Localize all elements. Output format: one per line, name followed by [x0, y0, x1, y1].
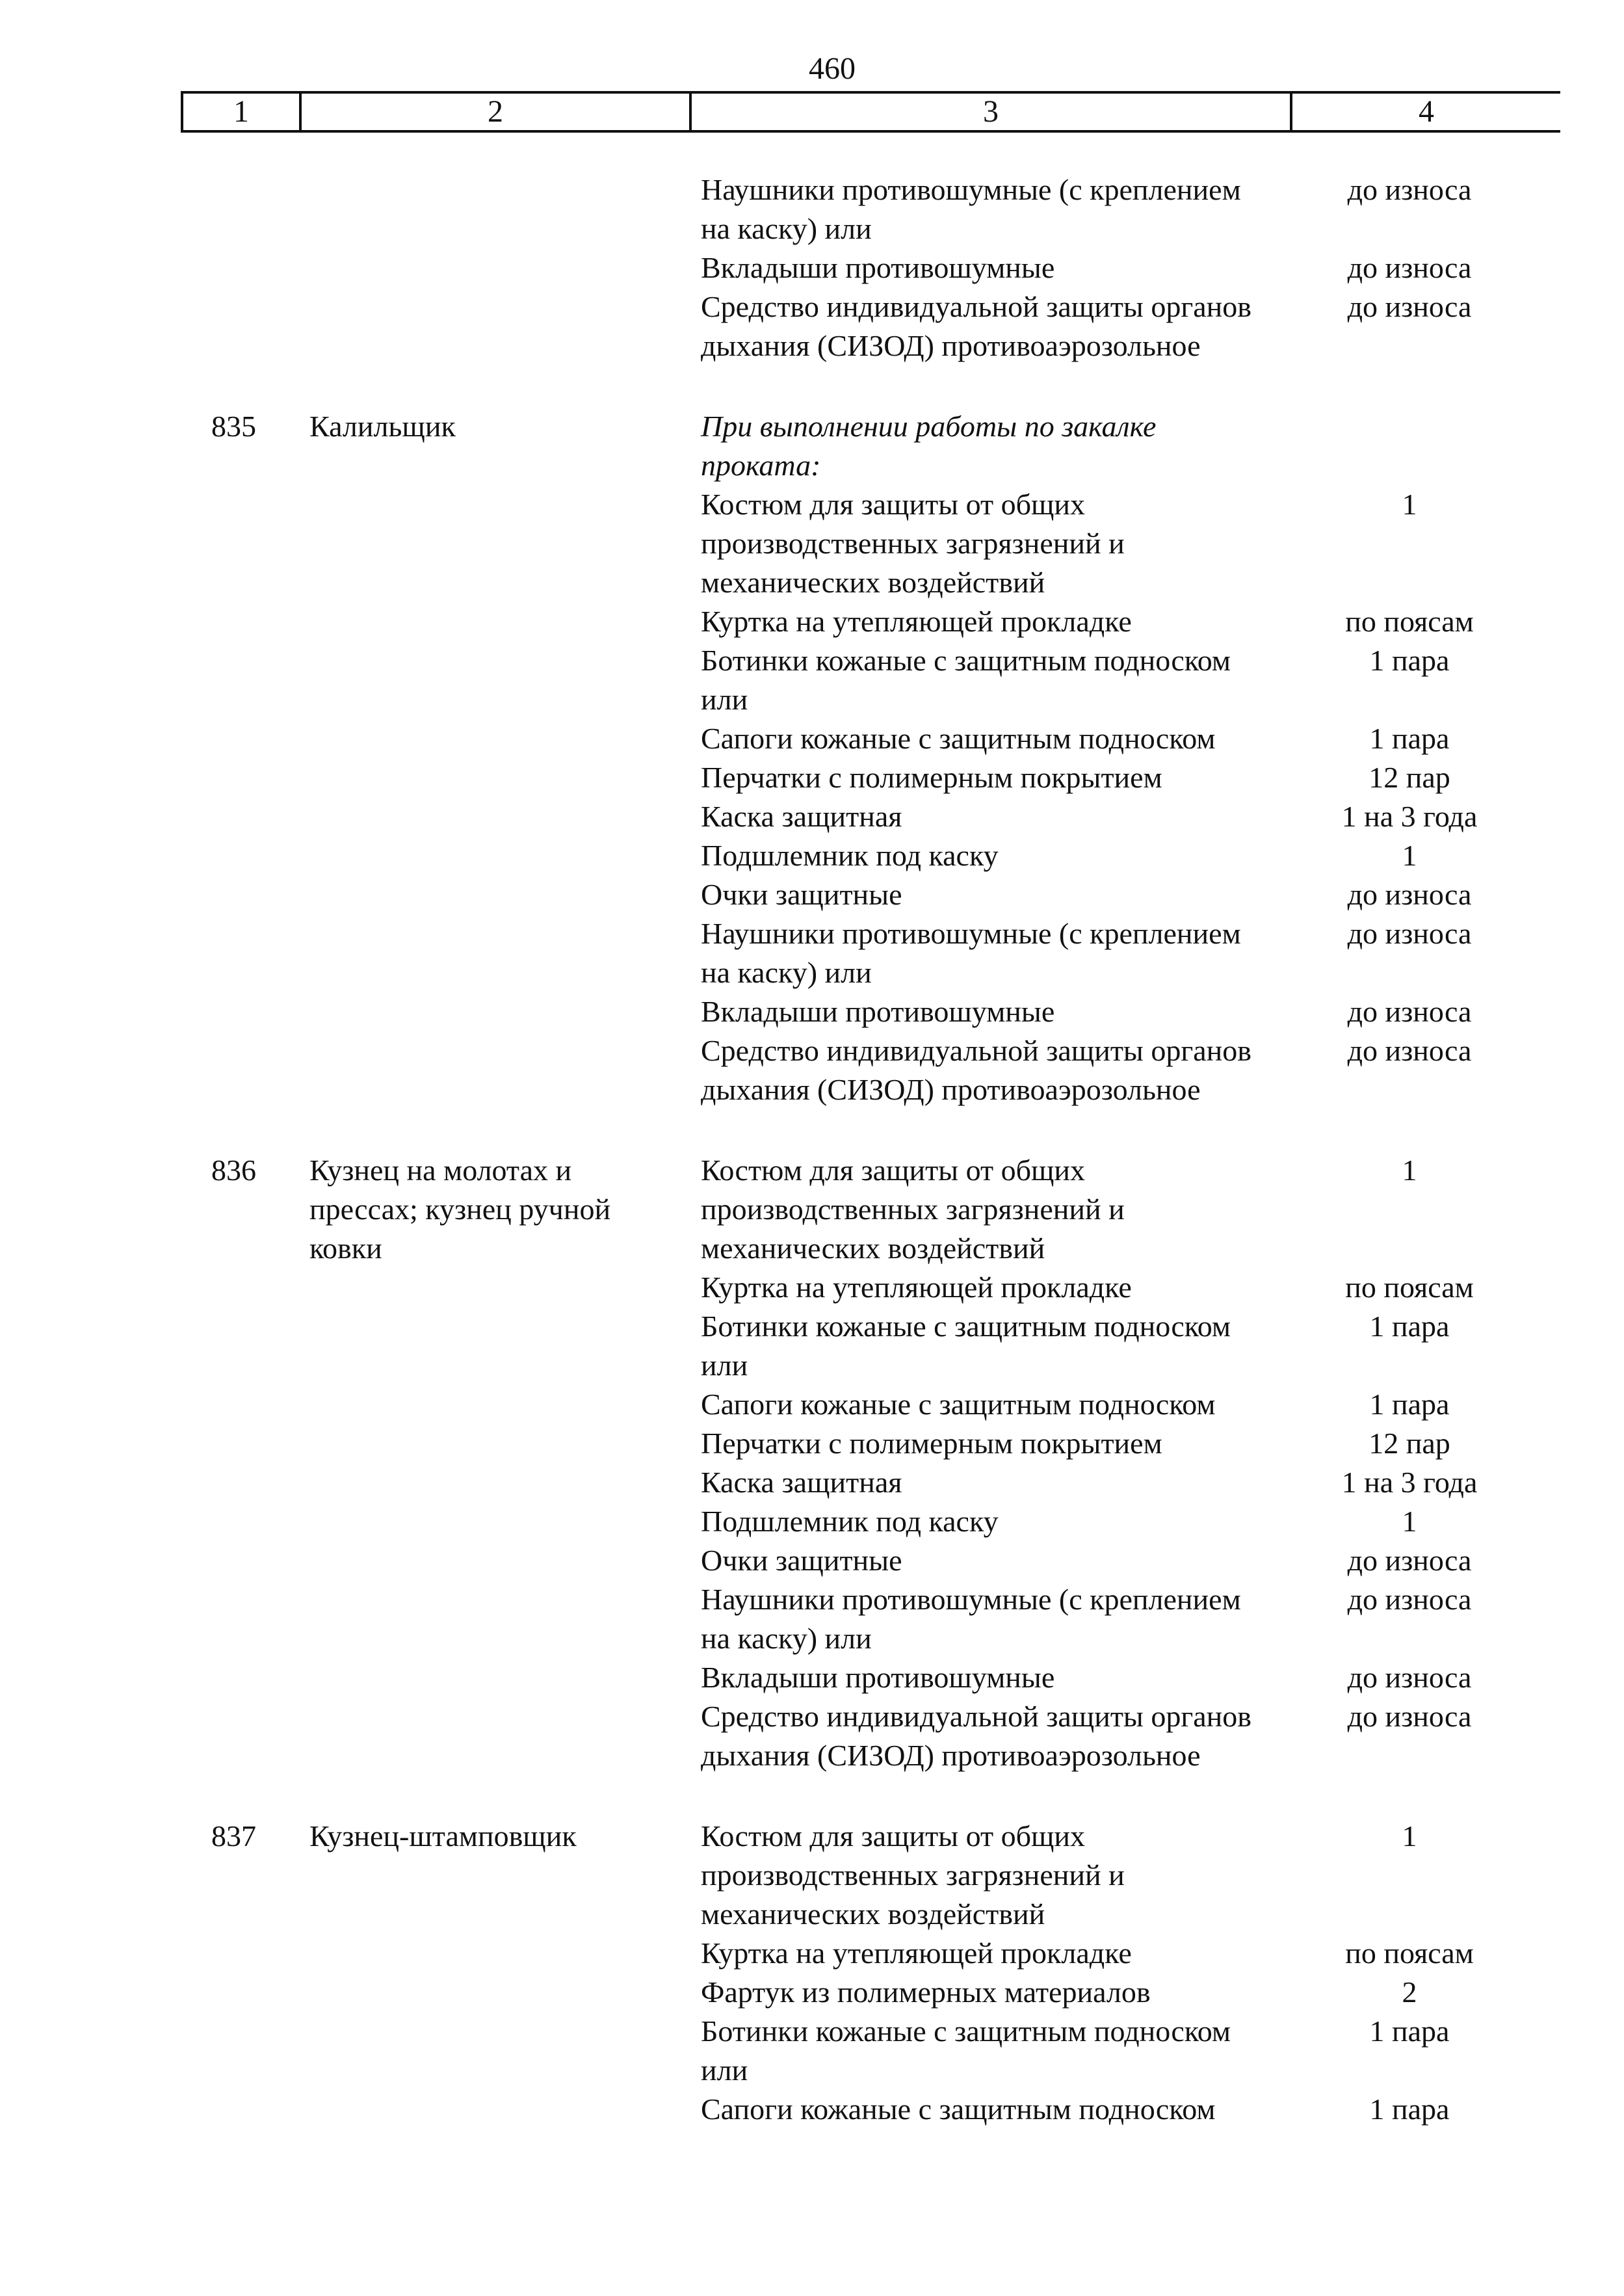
table-row: [701, 719, 1559, 758]
table-row: [701, 1658, 1559, 1697]
item-norm: 1: [1402, 488, 1417, 521]
item-name: Подшлемник под каску: [701, 839, 999, 872]
item-norm: 1 пара: [1369, 644, 1450, 677]
item-name: Каска защитная: [701, 800, 902, 833]
item-name: Фартук из полимерных материалов: [701, 1975, 1151, 2009]
table-row: [701, 1541, 1559, 1580]
item-name: Наушники противошумные (с креплением на каску) или: [701, 917, 1241, 989]
item-norm: до износа: [1347, 917, 1472, 950]
item-norm: 1: [1402, 1819, 1417, 1853]
table-row: [701, 875, 1559, 914]
table-row: [701, 1307, 1559, 1385]
item-name: Костюм для защиты от общих производственных загрязнений и механических воздействий: [701, 1819, 1125, 1931]
item-norm: 1 пара: [1369, 1310, 1450, 1343]
entry-items: [701, 1151, 1559, 1775]
item-norm: по поясам: [1345, 1271, 1474, 1304]
item-name: Вкладыши противошумные: [701, 1661, 1055, 1694]
item-name: Средство индивидуальной защиты органов дыхания (СИЗОД) противоаэрозольное: [701, 290, 1251, 362]
item-norm: 1 на 3 года: [1341, 1466, 1478, 1499]
item-name: Куртка на утепляющей прокладке: [701, 1936, 1132, 1970]
table-row: [701, 836, 1559, 875]
item-norm: до износа: [1347, 878, 1472, 911]
item-norm: до износа: [1347, 173, 1472, 206]
item-name: Средство индивидуальной защиты органов дыхания (СИЗОД) противоаэрозольное: [701, 1700, 1251, 1772]
item-norm: до износа: [1347, 1544, 1472, 1577]
entry-items: [701, 170, 1559, 365]
table-row: [701, 2012, 1559, 2090]
item-name: Ботинки кожаные с защитным подноском или: [701, 1310, 1231, 1382]
item-norm: до износа: [1347, 251, 1472, 284]
item-norm: 1: [1402, 1505, 1417, 1538]
item-norm: до износа: [1347, 290, 1472, 323]
table-row: [701, 914, 1559, 992]
table-header-row: [181, 91, 1560, 133]
item-name: Подшлемник под каску: [701, 1505, 999, 1538]
item-name: Перчатки с полимерным покрытием: [701, 761, 1162, 794]
table-body: [0, 170, 1624, 2129]
item-norm: по поясам: [1345, 1936, 1474, 1970]
item-norm: 1: [1402, 839, 1417, 872]
item-name: Куртка на утепляющей прокладке: [701, 1271, 1132, 1304]
entry-number: 836: [211, 1154, 256, 1187]
header-col-2: 2: [302, 94, 692, 130]
item-norm: до износа: [1347, 995, 1472, 1028]
item-norm: 1 пара: [1369, 2014, 1450, 2048]
item-name: Сапоги кожаные с защитным подноском: [701, 722, 1216, 755]
item-name: Наушники противошумные (с креплением на каску) или: [701, 1583, 1241, 1655]
table-row: [701, 1463, 1559, 1502]
table-row: [701, 1934, 1559, 1973]
item-norm: 1 пара: [1369, 2092, 1450, 2126]
table-row: [701, 758, 1559, 797]
table-row: [701, 170, 1559, 248]
item-name: Наушники противошумные (с креплением на каску) или: [701, 173, 1241, 245]
entry-profession: Калильщик: [309, 410, 456, 443]
entry-profession: Кузнец-штамповщик: [309, 1819, 577, 1853]
item-name: Костюм для защиты от общих производственных загрязнений и механических воздействий: [701, 1154, 1125, 1265]
table-row: [701, 287, 1559, 365]
entry-items: [701, 407, 1559, 1109]
header-col-1: 1: [183, 94, 302, 130]
table-row: [701, 1385, 1559, 1424]
item-name: Очки защитные: [701, 1544, 902, 1577]
table-row: [701, 602, 1559, 641]
table-row: [701, 1580, 1559, 1658]
item-name: Вкладыши противошумные: [701, 995, 1055, 1028]
item-name: Костюм для защиты от общих производственных загрязнений и механических воздействий: [701, 488, 1125, 599]
item-name: Ботинки кожаные с защитным подноском или: [701, 644, 1231, 716]
item-name: Очки защитные: [701, 878, 902, 911]
table-row: [701, 1817, 1559, 1934]
item-norm: 12 пар: [1369, 761, 1450, 794]
table-row: [701, 1697, 1559, 1775]
header-col-3: 3: [692, 94, 1292, 130]
header-col-4: 4: [1419, 94, 1434, 129]
item-name: Ботинки кожаные с защитным подноском или: [701, 2014, 1231, 2087]
table-row: [701, 485, 1559, 602]
table-row: [701, 248, 1559, 287]
table-row: [701, 992, 1559, 1031]
entry-number: 837: [211, 1819, 256, 1853]
table-row: [701, 641, 1559, 719]
item-name: Средство индивидуальной защиты органов дыхания (СИЗОД) противоаэрозольное: [701, 1034, 1251, 1106]
item-norm: 1 пара: [1369, 722, 1450, 755]
item-norm: до износа: [1347, 1034, 1472, 1067]
table-row: [701, 1973, 1559, 2012]
entry-note: При выполнении работы по закалке проката:: [701, 410, 1157, 482]
item-norm: до износа: [1347, 1700, 1472, 1733]
table-row: [701, 1031, 1559, 1109]
table-row: [701, 1502, 1559, 1541]
table-entry: [0, 407, 1624, 1109]
item-norm: 1 на 3 года: [1341, 800, 1478, 833]
table-entry: [0, 1151, 1624, 1775]
table-row: [701, 1268, 1559, 1307]
item-norm: 1 пара: [1369, 1388, 1450, 1421]
table-row: [701, 797, 1559, 836]
item-name: Перчатки с полимерным покрытием: [701, 1427, 1162, 1460]
item-norm: 2: [1402, 1975, 1417, 2009]
table-row: [701, 1151, 1559, 1268]
item-name: Вкладыши противошумные: [701, 251, 1055, 284]
item-norm: до износа: [1347, 1583, 1472, 1616]
item-name: Куртка на утепляющей прокладке: [701, 605, 1132, 638]
item-norm: по поясам: [1345, 605, 1474, 638]
item-name: Сапоги кожаные с защитным подноском: [701, 2092, 1216, 2126]
entry-number: 835: [211, 410, 256, 443]
item-norm: 1: [1402, 1154, 1417, 1187]
item-norm: до износа: [1347, 1661, 1472, 1694]
item-name: Сапоги кожаные с защитным подноском: [701, 1388, 1216, 1421]
table-row: [701, 1424, 1559, 1463]
table-row: [701, 2090, 1559, 2129]
item-norm: 12 пар: [1369, 1427, 1450, 1460]
item-name: Каска защитная: [701, 1466, 902, 1499]
page-number: 460: [809, 51, 856, 86]
table-entry: [0, 1817, 1624, 2129]
entry-items: [701, 1817, 1559, 2129]
table-entry: [0, 170, 1624, 365]
entry-profession: Кузнец на молотах и прессах; кузнец ручной ковки: [309, 1154, 611, 1265]
